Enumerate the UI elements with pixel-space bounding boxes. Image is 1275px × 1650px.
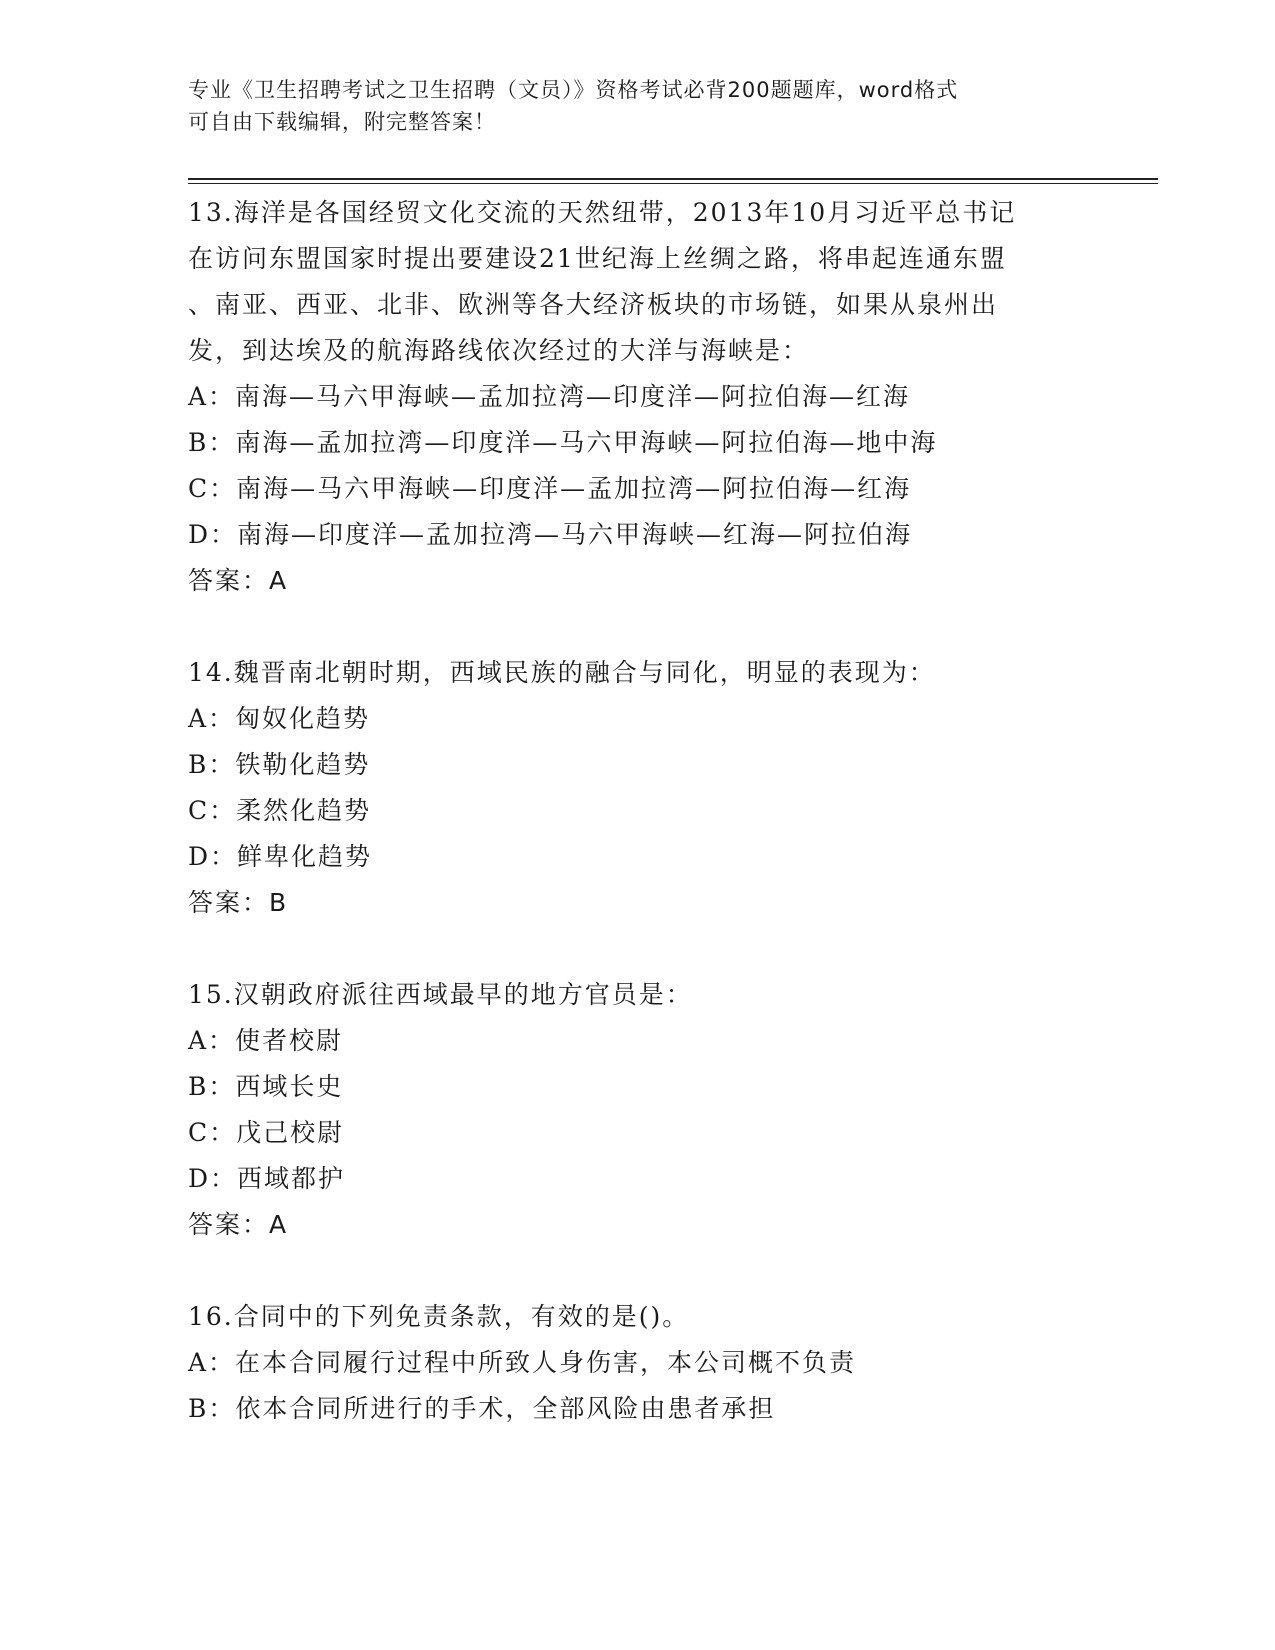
- question-stem-line: 在访问东盟国家时提出要建设21世纪海上丝绸之路，将串起连通东盟: [188, 244, 1007, 273]
- question-list: [188, 190, 1088, 1432]
- answer-line: 答案：A: [188, 1210, 289, 1239]
- option-c: C：南海—马六甲海峡—印度洋—孟加拉湾—阿拉伯海—红海: [188, 474, 912, 503]
- option-c: C：戊己校尉: [188, 1118, 345, 1147]
- header-line-2: 可自由下载编辑，附完整答案！: [188, 110, 496, 134]
- option-a: A：使者校尉: [188, 1026, 344, 1055]
- question-stem-line: 13.海洋是各国经贸文化交流的天然纽带，2013年10月习近平总书记: [188, 198, 1017, 227]
- header-divider-thick: [188, 178, 1158, 180]
- option-d: D：西域都护: [188, 1164, 346, 1193]
- question-stem-line: 14.魏晋南北朝时期，西域民族的融合与同化，明显的表现为：: [188, 658, 936, 687]
- option-b: B：依本合同所进行的手术，全部风险由患者承担: [188, 1394, 776, 1423]
- option-b: B：南海—孟加拉湾—印度洋—马六甲海峡—阿拉伯海—地中海: [188, 428, 938, 457]
- option-c: C：柔然化趋势: [188, 796, 372, 825]
- question-16: [188, 1294, 1088, 1432]
- question-13: [188, 190, 1088, 604]
- option-a: A：南海—马六甲海峡—孟加拉湾—印度洋—阿拉伯海—红海: [188, 382, 911, 411]
- option-d: D：鲜卑化趋势: [188, 842, 373, 871]
- answer-line: 答案：A: [188, 566, 289, 595]
- question-stem-line: 发，到达埃及的航海路线依次经过的大洋与海峡是：: [188, 336, 810, 365]
- header-divider-thin: [188, 183, 1158, 184]
- document-header: [188, 74, 1088, 138]
- option-d: D：南海—印度洋—孟加拉湾—马六甲海峡—红海—阿拉伯海: [188, 520, 913, 549]
- option-b: B：西域长史: [188, 1072, 344, 1101]
- answer-line: 答案：B: [188, 888, 289, 917]
- question-15: [188, 972, 1088, 1248]
- question-stem-line: 16.合同中的下列免责条款，有效的是()。: [188, 1302, 690, 1331]
- question-stem-line: 、南亚、西亚、北非、欧洲等各大经济板块的市场链，如果从泉州出: [188, 290, 999, 319]
- option-a: A：在本合同履行过程中所致人身伤害，本公司概不负责: [188, 1348, 857, 1377]
- question-14: [188, 650, 1088, 926]
- header-line-1: 专业《卫生招聘考试之卫生招聘（文员）》资格考试必背200题题库，word格式: [188, 78, 959, 102]
- option-b: B：铁勒化趋势: [188, 750, 371, 779]
- option-a: A：匈奴化趋势: [188, 704, 371, 733]
- question-stem-line: 15.汉朝政府派往西域最早的地方官员是：: [188, 980, 693, 1009]
